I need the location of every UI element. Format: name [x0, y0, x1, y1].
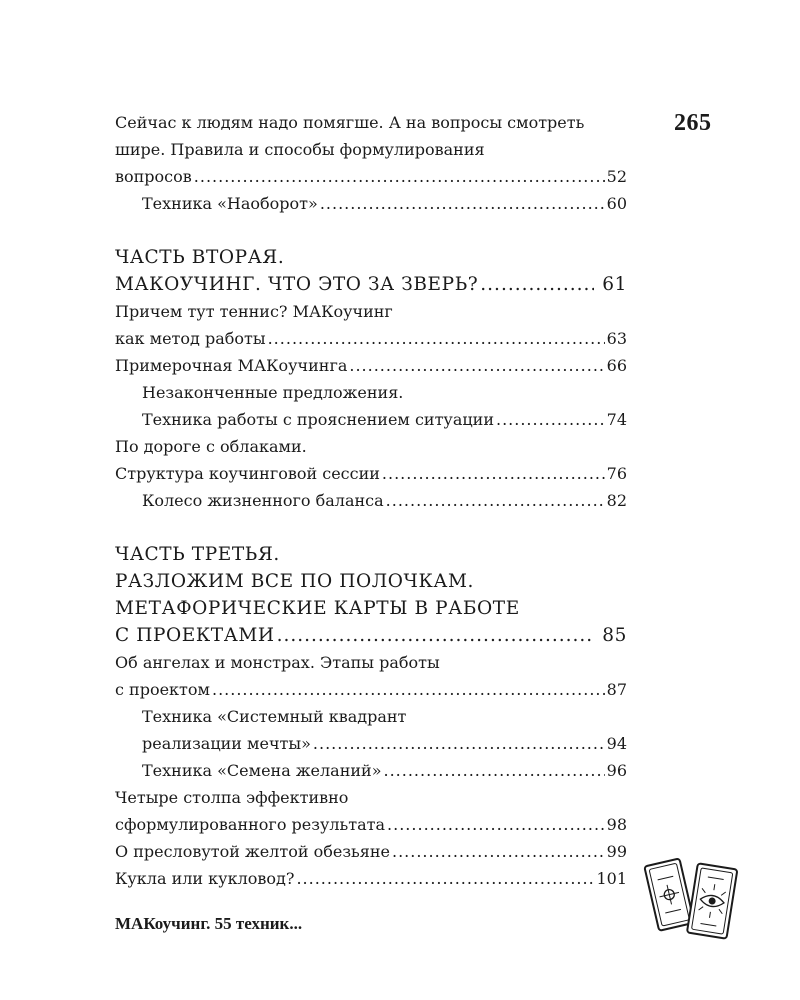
dot-leader: [277, 622, 595, 649]
dot-leader: [480, 271, 594, 298]
toc-entry-seeds-of-desire[interactable]: [115, 757, 627, 784]
toc-entry-text: Четыре столпа эффективно: [115, 788, 349, 807]
toc-line: [115, 379, 627, 406]
dot-leader: [386, 487, 605, 514]
toc-page-ref: 63: [606, 329, 627, 348]
dot-leader: [194, 163, 605, 190]
part-title-line: ЧАСТЬ ТРЕТЬЯ.: [115, 544, 280, 565]
toc-entry-title: с проектом: [115, 680, 210, 699]
toc-page-ref: 99: [606, 842, 627, 861]
toc-line: [115, 703, 627, 730]
toc-entry-title: Техника работы с прояснением ситуации: [142, 410, 494, 429]
dot-leader: [320, 190, 605, 217]
toc-entry-title: вопросов: [115, 167, 192, 186]
toc-entry-title: реализации мечты»: [142, 734, 311, 753]
toc-entry-title: сформулированного результата: [115, 815, 386, 834]
dot-leader: [296, 865, 594, 892]
toc-entry-title: Техника «Наоборот»: [142, 194, 318, 213]
toc-entry-part-two[interactable]: [115, 271, 627, 298]
toc-entry-four-pillars[interactable]: [115, 811, 627, 838]
dot-leader: [387, 811, 605, 838]
part-heading: [115, 595, 627, 622]
toc-line: [115, 649, 627, 676]
part-title-line: РАЗЛОЖИМ ВСЕ ПО ПОЛОЧКАМ.: [115, 571, 475, 592]
toc-entry-tennis[interactable]: [115, 325, 627, 352]
toc-entry-text: Техника «Системный квадрант: [142, 707, 407, 726]
toc-page-ref: 61: [602, 274, 627, 295]
toc-page-ref: 82: [606, 491, 627, 510]
dot-leader: [313, 730, 605, 757]
toc-page-ref: 60: [606, 194, 627, 213]
dot-leader: [384, 757, 605, 784]
toc-entry-text: Незаконченные предложения.: [142, 383, 404, 402]
dot-leader: [496, 406, 605, 433]
toc-line: [115, 136, 627, 163]
toc-line: [115, 109, 627, 136]
toc-entry-puppet[interactable]: [115, 865, 627, 892]
toc-entry-wheel-of-life[interactable]: [115, 487, 627, 514]
toc-line: [115, 433, 627, 460]
tarot-cards-icon: [640, 848, 752, 948]
toc-entry-questions[interactable]: [115, 163, 627, 190]
toc-page-ref: 52: [606, 167, 627, 186]
toc-entry-text: Об ангелах и монстрах. Этапы работы: [115, 653, 440, 672]
toc-page-ref: 94: [606, 734, 627, 753]
toc-entry-dream-quadrant[interactable]: [115, 730, 627, 757]
dot-leader: [349, 352, 604, 379]
toc-page-ref: 74: [606, 410, 627, 429]
part-title-line: МАКОУЧИНГ. ЧТО ЭТО ЗА ЗВЕРЬ?: [115, 274, 479, 295]
toc-entry-title: как метод работы: [115, 329, 266, 348]
toc-entry-fitting-room[interactable]: [115, 352, 627, 379]
toc-entry-part-three[interactable]: [115, 622, 627, 649]
toc-page-ref: 85: [602, 625, 627, 646]
toc-page-ref: 76: [606, 464, 627, 483]
part-title-line: ЧАСТЬ ВТОРАЯ.: [115, 247, 285, 268]
dot-leader: [392, 838, 605, 865]
page-number: 265: [674, 110, 712, 136]
toc-entry-yellow-monkey[interactable]: [115, 838, 627, 865]
part-heading: [115, 244, 627, 271]
toc-entry-session-structure[interactable]: [115, 460, 627, 487]
toc-page-ref: 98: [606, 815, 627, 834]
table-of-contents: [115, 109, 627, 892]
toc-entry-title: Техника «Семена желаний»: [142, 761, 382, 780]
toc-entry-title: Структура коучинговой сессии: [115, 464, 380, 483]
toc-entry-text: Причем тут теннис? МАКоучинг: [115, 302, 393, 321]
toc-entry-text: Сейчас к людям надо помягше. А на вопросы смотреть: [115, 113, 585, 132]
part-title-line: МЕТАФОРИЧЕСКИЕ КАРТЫ В РАБОТЕ: [115, 598, 520, 619]
part-heading: [115, 568, 627, 595]
toc-page-ref: 101: [596, 869, 627, 888]
toc-line: [115, 298, 627, 325]
toc-line: [115, 784, 627, 811]
part-title-line: С ПРОЕКТАМИ: [115, 625, 275, 646]
toc-entry-title: Кукла или кукловод?: [115, 869, 295, 888]
toc-entry-technique-inversion[interactable]: [115, 190, 627, 217]
toc-entry-angels-monsters[interactable]: [115, 676, 627, 703]
toc-page-ref: 96: [606, 761, 627, 780]
part-heading: [115, 541, 627, 568]
toc-entry-title: Примерочная МАКоучинга: [115, 356, 348, 375]
dot-leader: [268, 325, 605, 352]
toc-entry-text: шире. Правила и способы формулирования: [115, 140, 485, 159]
toc-entry-title: Колесо жизненного баланса: [142, 491, 384, 510]
dot-leader: [382, 460, 605, 487]
toc-entry-title: О пресловутой желтой обезьяне: [115, 842, 390, 861]
running-footer-title: МАКоучинг. 55 техник...: [115, 914, 303, 933]
toc-entry-text: По дороге с облаками.: [115, 437, 307, 456]
toc-page-ref: 87: [606, 680, 627, 699]
toc-entry-unfinished-sentences[interactable]: [115, 406, 627, 433]
dot-leader: [212, 676, 605, 703]
toc-page-ref: 66: [606, 356, 627, 375]
